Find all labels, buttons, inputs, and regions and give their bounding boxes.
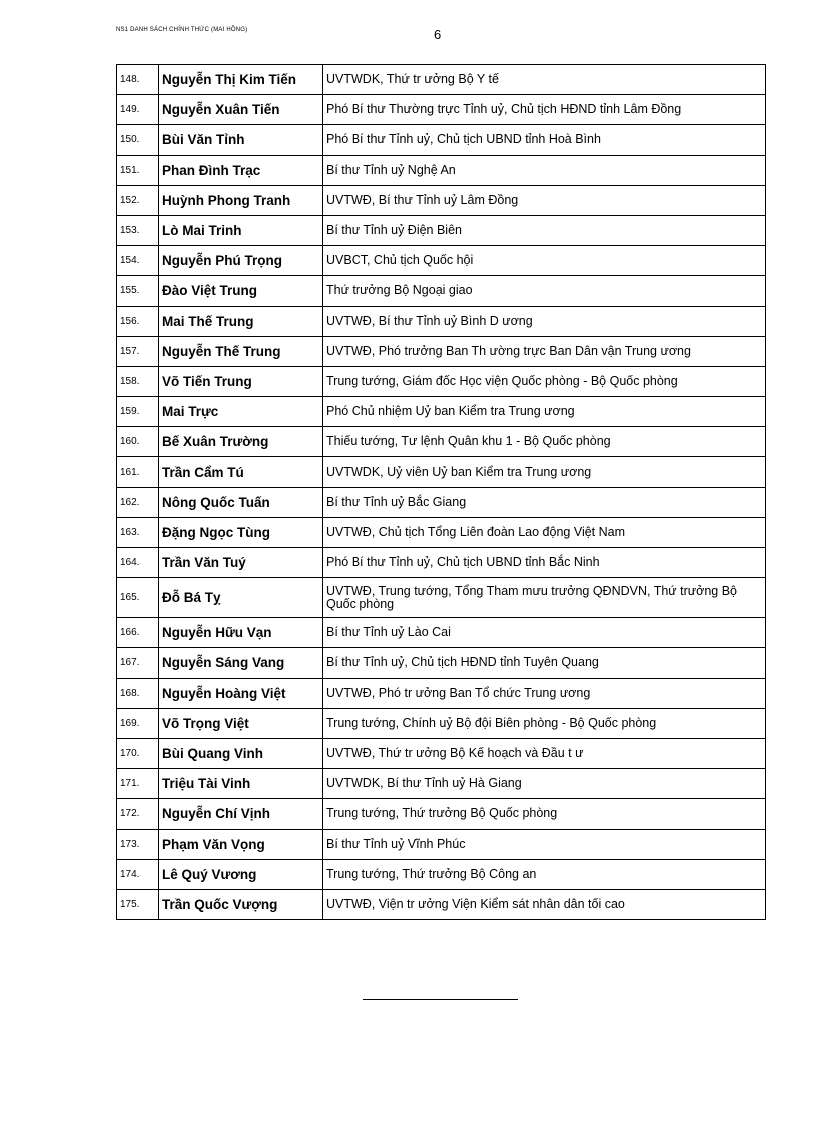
- person-position: UVTWĐ, Chủ tịch Tổng Liên đoàn Lao động Việt Nam: [323, 517, 766, 547]
- row-number: 164.: [117, 548, 159, 578]
- row-number: 159.: [117, 397, 159, 427]
- person-position: Bí thư Tỉnh uỷ, Chủ tịch HĐND tỉnh Tuyên Quang: [323, 648, 766, 678]
- row-number: 165.: [117, 578, 159, 618]
- table-row: [117, 578, 766, 618]
- person-name: Nguyễn Thị Kim Tiến: [159, 65, 323, 95]
- person-position: Trung tướng, Thứ trưởng Bộ Quốc phòng: [323, 799, 766, 829]
- person-name: Đỗ Bá Tỵ: [159, 578, 323, 618]
- person-position: Trung tướng, Chính uỷ Bộ đội Biên phòng - Bộ Quốc phòng: [323, 708, 766, 738]
- person-name: Nguyễn Xuân Tiến: [159, 95, 323, 125]
- person-position: UVTWĐ, Phó trưởng Ban Th ường trực Ban Dân vận Trung ương: [323, 336, 766, 366]
- table-row: [117, 738, 766, 768]
- row-number: 151.: [117, 155, 159, 185]
- person-position: Trung tướng, Giám đốc Học viện Quốc phòng - Bộ Quốc phòng: [323, 366, 766, 396]
- table-row: [117, 457, 766, 487]
- person-name: Bế Xuân Trường: [159, 427, 323, 457]
- person-position: Bí thư Tỉnh uỷ Bắc Giang: [323, 487, 766, 517]
- person-position: UVTWĐ, Bí thư Tỉnh uỷ Bình D ương: [323, 306, 766, 336]
- person-name: Nguyễn Sáng Vang: [159, 648, 323, 678]
- person-position: Phó Bí thư Tỉnh uỷ, Chủ tịch UBND tỉnh Bắc Ninh: [323, 548, 766, 578]
- table-row: [117, 427, 766, 457]
- person-name: Trần Quốc Vượng: [159, 889, 323, 919]
- table-row: [117, 366, 766, 396]
- person-name: Võ Tiến Trung: [159, 366, 323, 396]
- table-row: [117, 678, 766, 708]
- row-number: 170.: [117, 738, 159, 768]
- person-position: UVTWĐ, Bí thư Tỉnh uỷ Lâm Đồng: [323, 185, 766, 215]
- row-number: 169.: [117, 708, 159, 738]
- row-number: 154.: [117, 246, 159, 276]
- person-position: UVTWDK, Bí thư Tỉnh uỷ Hà Giang: [323, 769, 766, 799]
- person-position: Bí thư Tỉnh uỷ Điện Biên: [323, 215, 766, 245]
- table-row: [117, 276, 766, 306]
- person-name: Mai Trực: [159, 397, 323, 427]
- person-name: Nguyễn Hoàng Việt: [159, 678, 323, 708]
- page-number: 6: [434, 27, 442, 42]
- person-name: Võ Trọng Việt: [159, 708, 323, 738]
- person-name: Đào Việt Trung: [159, 276, 323, 306]
- row-number: 173.: [117, 829, 159, 859]
- row-number: 166.: [117, 618, 159, 648]
- row-number: 168.: [117, 678, 159, 708]
- table-row: [117, 487, 766, 517]
- row-number: 175.: [117, 889, 159, 919]
- personnel-table-body: [117, 65, 766, 920]
- row-number: 171.: [117, 769, 159, 799]
- row-number: 161.: [117, 457, 159, 487]
- person-name: Huỳnh Phong Tranh: [159, 185, 323, 215]
- row-number: 153.: [117, 215, 159, 245]
- person-position: Thứ trưởng Bộ Ngoại giao: [323, 276, 766, 306]
- table-row: [117, 215, 766, 245]
- person-name: Nguyễn Chí Vịnh: [159, 799, 323, 829]
- table-row: [117, 548, 766, 578]
- table-row: [117, 769, 766, 799]
- person-position: UVTWĐ, Phó tr ưởng Ban Tổ chức Trung ương: [323, 678, 766, 708]
- person-position: Trung tướng, Thứ trưởng Bộ Công an: [323, 859, 766, 889]
- person-position: Phó Chủ nhiệm Uỷ ban Kiểm tra Trung ương: [323, 397, 766, 427]
- person-position: UVTWDK, Thứ tr ưởng Bộ Y tế: [323, 65, 766, 95]
- row-number: 174.: [117, 859, 159, 889]
- person-name: Trần Văn Tuý: [159, 548, 323, 578]
- table-row: [117, 618, 766, 648]
- person-position: Bí thư Tỉnh uỷ Nghệ An: [323, 155, 766, 185]
- person-name: Đặng Ngọc Tùng: [159, 517, 323, 547]
- person-position: Bí thư Tỉnh uỷ Lào Cai: [323, 618, 766, 648]
- table-row: [117, 155, 766, 185]
- person-position: Thiếu tướng, Tư lệnh Quân khu 1 - Bộ Quốc phòng: [323, 427, 766, 457]
- person-position: UVTWĐ, Thứ tr ưởng Bộ Kế hoạch và Đầu t ư: [323, 738, 766, 768]
- table-row: [117, 65, 766, 95]
- row-number: 155.: [117, 276, 159, 306]
- row-number: 149.: [117, 95, 159, 125]
- table-row: [117, 799, 766, 829]
- person-position: UVTWDK, Uỷ viên Uỷ ban Kiểm tra Trung ương: [323, 457, 766, 487]
- person-name: Trần Cẩm Tú: [159, 457, 323, 487]
- person-position: Phó Bí thư Tỉnh uỷ, Chủ tịch UBND tỉnh Hoà Bình: [323, 125, 766, 155]
- person-name: Phan Đình Trạc: [159, 155, 323, 185]
- table-row: [117, 336, 766, 366]
- row-number: 152.: [117, 185, 159, 215]
- person-name: Nguyễn Thế Trung: [159, 336, 323, 366]
- person-name: Mai Thế Trung: [159, 306, 323, 336]
- person-position: UVBCT, Chủ tịch Quốc hội: [323, 246, 766, 276]
- person-name: Lê Quý Vương: [159, 859, 323, 889]
- row-number: 162.: [117, 487, 159, 517]
- row-number: 167.: [117, 648, 159, 678]
- table-row: [117, 648, 766, 678]
- footer-divider: [363, 999, 518, 1000]
- person-position: UVTWĐ, Trung tướng, Tổng Tham mưu trưởng QĐNDVN, Thứ trưởng Bộ Quốc phòng: [323, 578, 766, 618]
- table-row: [117, 889, 766, 919]
- person-name: Nguyễn Phú Trọng: [159, 246, 323, 276]
- person-name: Triệu Tài Vinh: [159, 769, 323, 799]
- table-row: [117, 708, 766, 738]
- person-name: Lò Mai Trinh: [159, 215, 323, 245]
- table-row: [117, 246, 766, 276]
- person-name: Nguyễn Hữu Vạn: [159, 618, 323, 648]
- table-row: [117, 397, 766, 427]
- person-name: Bùi Văn Tỉnh: [159, 125, 323, 155]
- row-number: 172.: [117, 799, 159, 829]
- personnel-table: [116, 64, 766, 920]
- table-row: [117, 95, 766, 125]
- row-number: 160.: [117, 427, 159, 457]
- row-number: 157.: [117, 336, 159, 366]
- person-position: Phó Bí thư Thường trực Tỉnh uỷ, Chủ tịch HĐND tỉnh Lâm Đồng: [323, 95, 766, 125]
- row-number: 158.: [117, 366, 159, 396]
- table-row: [117, 306, 766, 336]
- table-row: [117, 517, 766, 547]
- person-name: Nông Quốc Tuấn: [159, 487, 323, 517]
- row-number: 148.: [117, 65, 159, 95]
- table-row: [117, 859, 766, 889]
- person-name: Bùi Quang Vinh: [159, 738, 323, 768]
- table-row: [117, 125, 766, 155]
- person-position: Bí thư Tỉnh uỷ Vĩnh Phúc: [323, 829, 766, 859]
- person-name: Phạm Văn Vọng: [159, 829, 323, 859]
- row-number: 156.: [117, 306, 159, 336]
- row-number: 163.: [117, 517, 159, 547]
- table-row: [117, 829, 766, 859]
- row-number: 150.: [117, 125, 159, 155]
- document-header-label: NS1 DANH SÁCH CHÍNH THỨC (MAI HỒNG): [116, 27, 248, 33]
- person-position: UVTWĐ, Viện tr ưởng Viện Kiểm sát nhân dân tối cao: [323, 889, 766, 919]
- table-row: [117, 185, 766, 215]
